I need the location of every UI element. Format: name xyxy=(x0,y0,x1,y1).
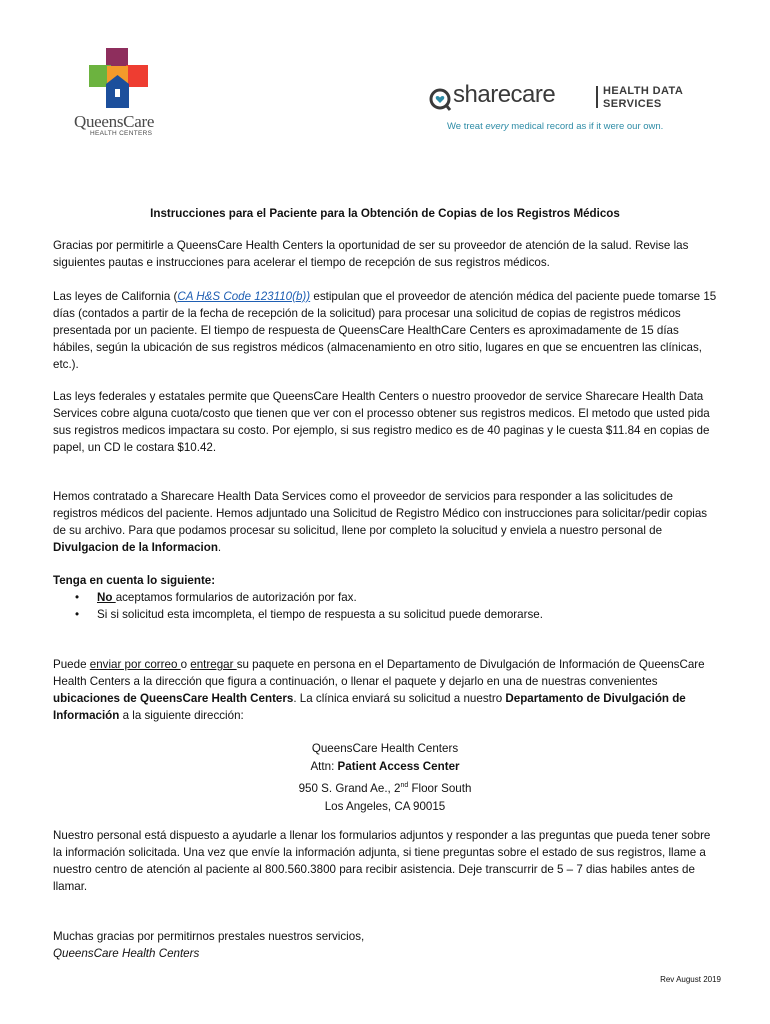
mailing-address xyxy=(0,740,770,816)
list-item: • Si si solicitud esta imcompleta, el tiempo de respuesta a su solicitud puede demorarse. xyxy=(75,608,543,621)
document-title: Instrucciones para el Paciente para la Obtención de Copias de los Registros Médicos xyxy=(150,207,620,220)
sharecare-wordmark xyxy=(453,81,555,109)
queenscare-logo xyxy=(70,46,180,138)
sharecare-tagline: We treat every medical record as if it were our own. xyxy=(447,121,664,132)
address-line-1: QueensCare Health Centers xyxy=(311,742,459,755)
notes-heading: Tenga en cuenta lo siguiente: xyxy=(53,574,216,587)
delivery-paragraph: Puede enviar por correo o entregar su paquete en persona en el Departamento de Divulgación de Información de QueensCare Health Centers a la dirección que figura a continuación, o llenar el paquete y dejarlo en una de nuestras convenientes ubicaciones de QueensCare Health Centers. La clínica enviará su solicitud a nuestro Departamento de Divulgación de Información a la siguiente dirección: xyxy=(53,658,705,722)
ca-code-link[interactable]: CA H&S Code 123110(b)) xyxy=(177,290,311,303)
bullet-icon: • xyxy=(75,608,80,621)
queenscare-cross-mark xyxy=(70,46,180,111)
sharecare-sub-2: SERVICES xyxy=(603,98,662,110)
sharecare-heart-icon xyxy=(428,87,452,111)
list-item: • No aceptamos formularios de autorización por fax. xyxy=(75,591,357,604)
queenscare-subtitle: HEALTH CENTERS xyxy=(90,130,153,137)
revision-footer: Rev August 2019 xyxy=(660,975,721,984)
bullet-icon: • xyxy=(75,591,80,604)
intro-paragraph: Gracias por permitirle a QueensCare Health Centers la oportunidad de ser su proveedor de atención de la salud. Revise las siguientes pautas e instrucciones para acelerar el tiempo de recepción de sus registros médicos. xyxy=(53,239,689,269)
sharecare-divider xyxy=(596,86,598,108)
address-city: Los Angeles, CA 90015 xyxy=(324,799,446,813)
address-attn: Attn: Patient Access Center xyxy=(310,760,460,773)
california-law-paragraph: Las leyes de California (CA H&S Code 123110(b)) estipulan que el proveedor de atención médica del paciente puede tomarse 15 días (contados a partir de la fecha de recepción de la solicitud) para procesar una solicitud de copias de registros médicos presentada por un paciente. El tiempo de respuesta de QueensCare HealthCare Centers es aproximadamente de 15 días hábiles, según la ubicación de sus registros médicos (almacenamiento en otro sitio, lugares en que se encuentren las clínicas, etc.). xyxy=(53,290,717,371)
sharecare-sub-1: HEALTH DATA xyxy=(603,85,684,97)
closing-line: Muchas gracias por permitirnos prestales nuestros servicios, xyxy=(53,930,365,943)
sharecare-logo xyxy=(428,82,708,114)
queenscare-wordmark: QueensCare xyxy=(74,112,155,131)
sharecare-paragraph: Hemos contratado a Sharecare Health Data Services como el proveedor de servicios para responder a las solicitudes de registros médicos del paciente. Hemos adjuntado una Solicitud de Registro Médico con instrucciones para solicitar/pedir copias de su archivo. Para que podamos procesar su solicitud, llene por completo la solucitud y enviela a nuestro personal de Divulgacion de la Informacion. xyxy=(53,490,708,554)
notes-section xyxy=(53,572,718,623)
address-street: 950 S. Grand Ae., 2nd Floor South xyxy=(298,781,472,795)
closing-signature: QueensCare Health Centers xyxy=(53,947,200,960)
assistance-paragraph: Nuestro personal está dispuesto a ayudarle a llenar los formularios adjuntos y responder a las preguntas que pueda tener sobre la información solicitada. Una vez que envíe la información adjunta, si tiene preguntas sobre el estado de sus registros, llame a nuestro centro de atención al paciente al 800.560.3800 para recibir asistencia. Deje transcurrir de 5 – 7 dias habiles antes de llamar. xyxy=(53,829,711,893)
fees-paragraph: Las leys federales y estatales permite que QueensCare Health Centers o nuestro proovedor de service Sharecare Health Data Services cobre alguna cuota/costo que tienen que ver con el processo obtener sus registros medicos. El metodo que usted pida sus registros medicos impactara su costo. Por ejemplo, si sus registro medico es de 40 paginas y le cuesta $11.84 en copias de papel, un CD le costara $10.42. xyxy=(53,390,710,454)
sharecare-name: sharecare xyxy=(453,81,556,108)
